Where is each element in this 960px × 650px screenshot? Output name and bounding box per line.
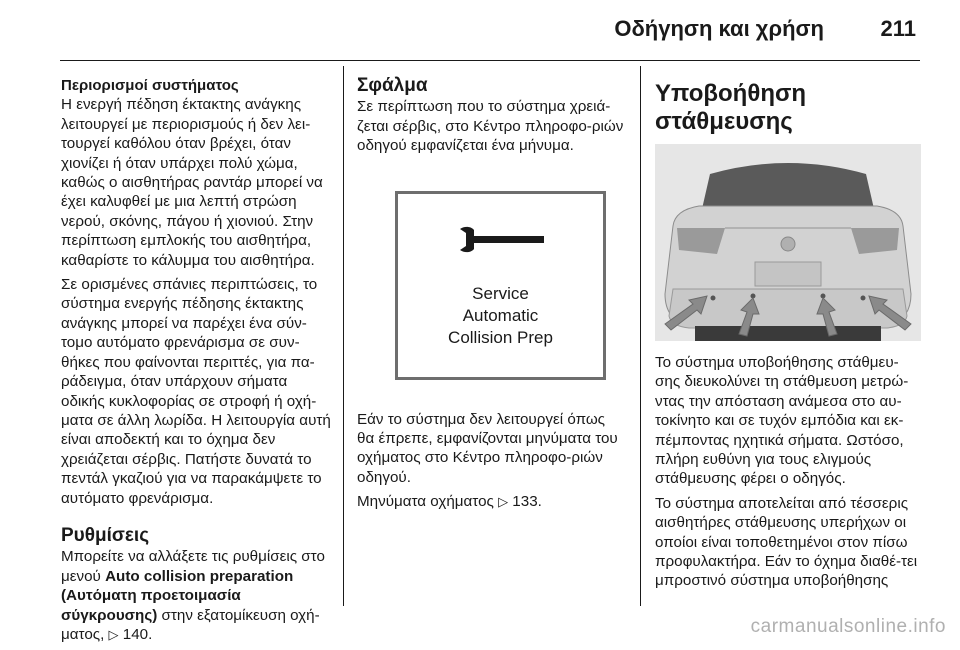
watermark: carmanualsonline.info (750, 616, 946, 637)
text: Μηνύματα οχήματος (357, 493, 499, 511)
display-line: Automatic (462, 305, 539, 325)
header-title: Οδήγηση και χρήση (614, 16, 824, 41)
page-header (60, 0, 920, 61)
paragraph: Το σύστημα υποβοήθησης στάθμευ-σης διευκολύνει τη στάθμευση μετρώ-ντας την απόσταση ανάμεσα στο αυ-τοκίνητο και σε τυχόν εμπόδια και εκ-πέμποντας ηχητικά σήματα. Ωστόσο, πλήρη ευθύνη για τους ελιγμούς στάθμευσης φέρει ο οδηγός. (655, 354, 909, 488)
driver-info-display (395, 191, 606, 380)
column-left (61, 76, 331, 650)
paragraph-reference (357, 492, 625, 512)
paragraph: Σε περίπτωση που το σύστημα χρειά-ζεται σέρβις, στο Κέντρο πληροφο-ριών οδηγού εμφανίζεται ένα μήνυμα. (357, 98, 624, 155)
display-line: Collision Prep (448, 327, 553, 347)
car-rear-sensors-image (655, 144, 921, 341)
text: Μπορείτε να αλλάξετε τις ρυθμίσεις στο μενού (61, 548, 325, 585)
heading-fault: Σφάλμα (357, 75, 428, 96)
wrench-icon (458, 225, 544, 255)
column-right (655, 80, 921, 596)
column-divider (640, 66, 641, 606)
heading-system-limitations: Περιορισμοί συστήματος (61, 77, 239, 94)
page-reference-link[interactable]: 133. (508, 493, 542, 511)
heading-settings: Ρυθμίσεις (61, 524, 150, 546)
paragraph: Το σύστημα αποτελείται από τέσσερις αισθητήρες στάθμευσης υπερήχων οι οποίοι είναι τοποθετημένοι στον πίσω προφυλακτήρα. Εάν το όχημα διαθέ-τει μπροστινό σύστημα υποβοήθησης (655, 494, 918, 590)
paragraph: Εάν το σύστημα δεν λειτουργεί όπως θα έπρεπε, εμφανίζονται μηνύματα του οχήματος στο Κέντρο πληροφο-ριών οδηγού. (357, 410, 618, 486)
menu-item-name: Auto collision preparation (Αυτόματη προετοιμασία σύγκρουσης) (61, 567, 294, 624)
page-reference-arrow-icon: ▷ (498, 495, 509, 511)
paragraph-settings (61, 547, 331, 645)
display-message (398, 283, 603, 349)
paragraph: Σε ορισμένες σπάνιες περιπτώσεις, το σύστημα ενεργής πέδησης έκτακτης ανάγκης μπορεί να παρέχει ένα σύν-τομο αυτόματο φρενάρισμα σε συν-θήκες που φαίνονται περιττές, για πα-ράδειγμα, όταν υπάρχουν σήματα οδικής κυκλοφορίας σε στροφή ή οχή-ματα σε άλλη λωρίδα. Η λειτουργία αυτή είναι αποδεκτή και το όχημα δεν χρειάζεται σέρβις. Πατήστε δυνατά το πεντάλ γκαζιού για να παρακάμψετε το αυτόματο φρενάρισμα. (61, 276, 331, 507)
text: στην εξατομίκευση οχή-ματος, (61, 606, 320, 643)
page-reference-arrow-icon: ▷ (108, 627, 119, 643)
page-reference-link[interactable]: 140. (118, 625, 153, 643)
paragraph: Η ενεργή πέδηση έκτακτης ανάγκης λειτουργεί με περιορισμούς ή δεν λει-τουργεί καθόλου όταν βρέχει, όταν χιονίζει ή όταν υπάρχει πολύ χώμα, καθώς ο αισθητήρας ραντάρ μπορεί να έχει καλυφθεί με μια λεπτή στρώση νερού, σκόνης, πάγου ή χιονιού. Στην περίπτωση εμπλοκής του αισθητήρα, καθαρίστε το κάλυμμα του αισθητήρα. (61, 96, 323, 269)
display-line: Service (472, 283, 529, 303)
heading-parking-assist: Υποβοήθηση στάθμευσης (655, 80, 807, 135)
column-middle (357, 76, 625, 518)
page-number: 211 (880, 16, 916, 41)
column-divider (343, 66, 344, 606)
